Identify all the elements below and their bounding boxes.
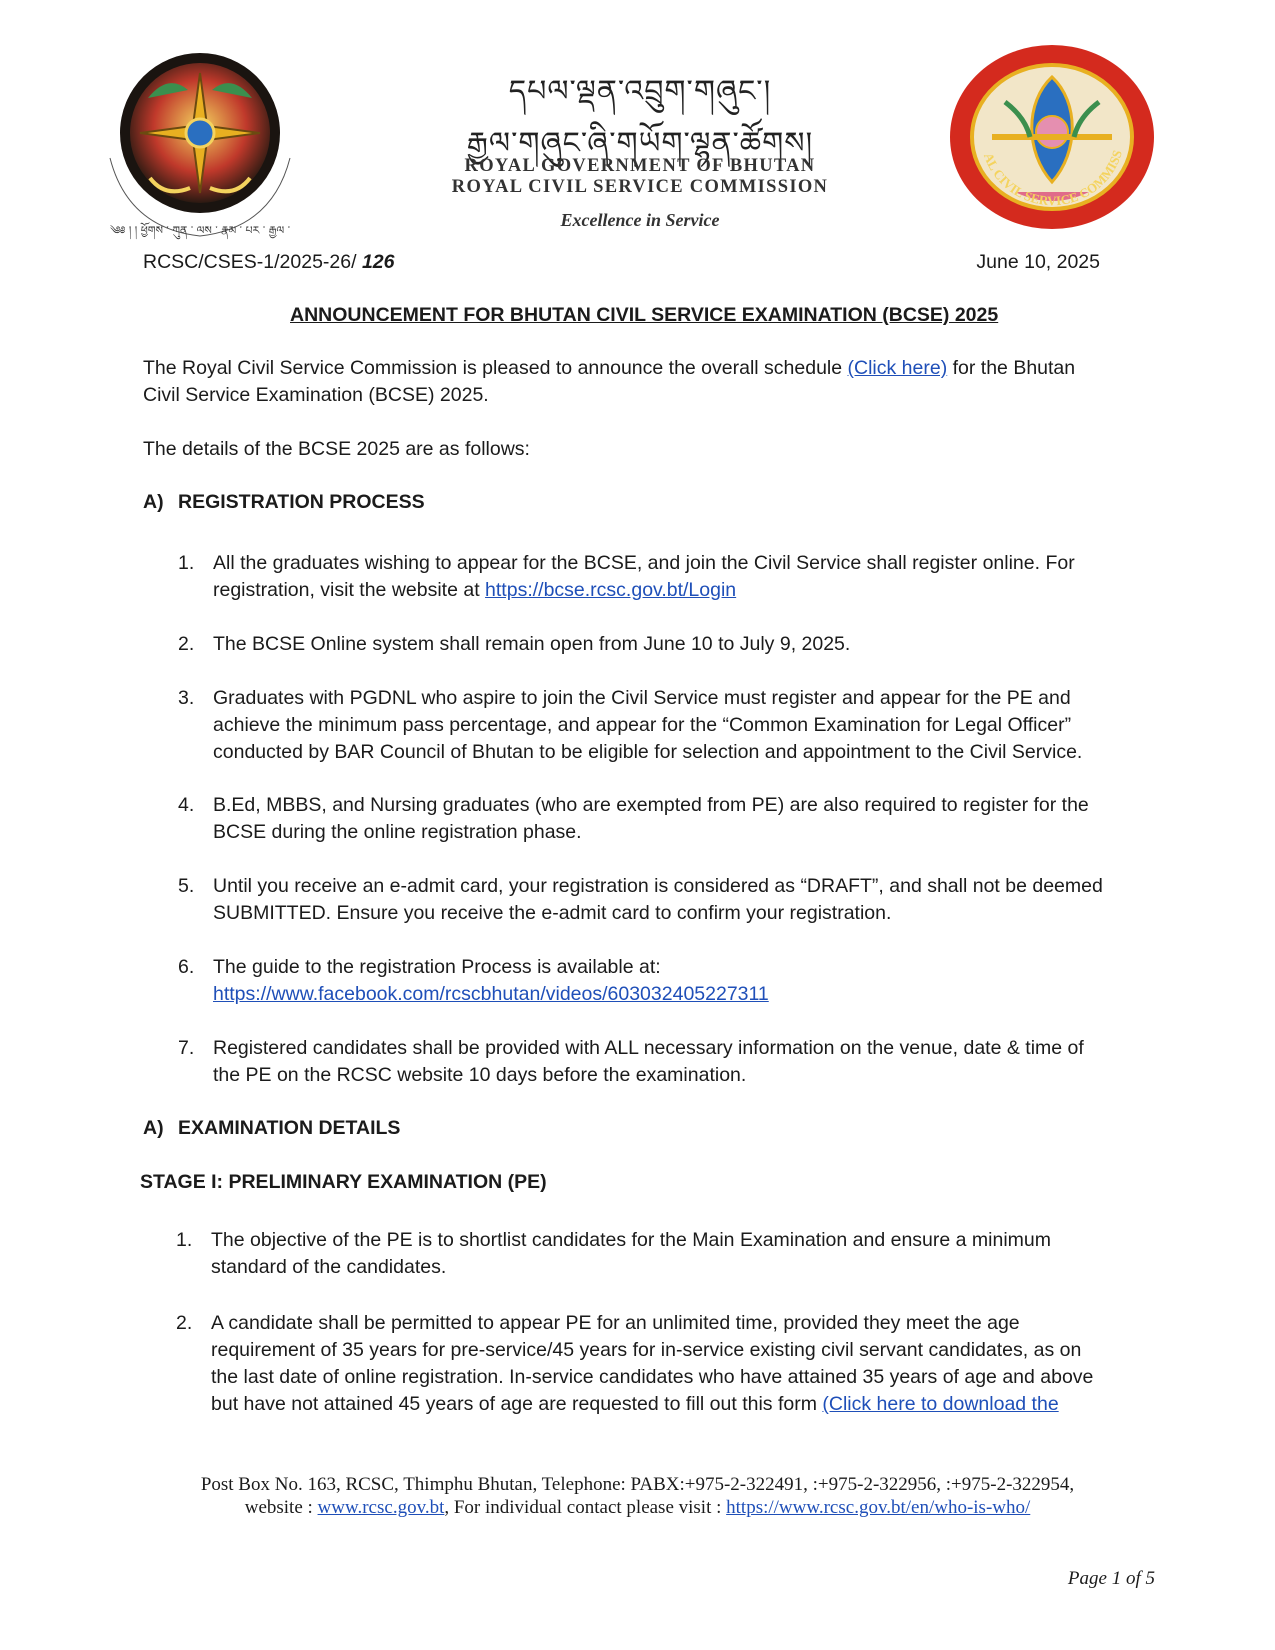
schedule-link[interactable]: (Click here): [847, 357, 948, 379]
list-item-text: but have not attained 45 years of age are requested to fill out this form: [211, 1393, 823, 1415]
list-number: 1.: [178, 552, 195, 574]
reference-number: 126: [361, 251, 395, 273]
bcse-login-link[interactable]: https://bcse.rcsc.gov.bt/Login: [485, 579, 737, 601]
rcsc-seal-logo: [945, 42, 1160, 232]
section-marker: A): [143, 491, 164, 513]
list-item-line: conducted by BAR Council of Bhutan to be eligible for selection and appointment to the Civil Service.: [213, 741, 1083, 763]
list-item-line: Registered candidates shall be provided with ALL necessary information on the venue, date & time of: [213, 1037, 1084, 1059]
list-item-line: Graduates with PGDNL who aspire to join the Civil Service must register and appear for the PE and: [213, 687, 1071, 709]
list-number: 4.: [178, 794, 195, 816]
list-item-line: [213, 576, 736, 604]
org-name-commission: ROYAL CIVIL SERVICE COMMISSION: [451, 177, 829, 197]
list-item-line: The objective of the PE is to shortlist candidates for the Main Examination and ensure a minimum: [211, 1229, 1052, 1251]
intro-text: The Royal Civil Service Commission is pleased to announce the overall schedule: [143, 357, 848, 379]
list-item-line: the last date of online registration. In-service candidates who have attained 35 years of age and above: [211, 1366, 1094, 1388]
list-item-line: the PE on the RCSC website 10 days before the examination.: [213, 1064, 747, 1086]
national-emblem-logo: [88, 38, 313, 243]
motto: Excellence in Service: [560, 210, 720, 230]
list-number: 3.: [178, 687, 195, 709]
list-item-line: [213, 980, 769, 1008]
facebook-guide-link[interactable]: https://www.facebook.com/rcscbhutan/videos/603032405227311: [213, 983, 769, 1005]
list-item-line: SUBMITTED. Ensure you receive the e-admit card to confirm your registration.: [213, 902, 892, 924]
reference-prefix: RCSC/CSES-1/2025-26/: [143, 251, 362, 273]
footer-text: , For individual contact please visit :: [444, 1497, 727, 1518]
download-form-link[interactable]: (Click here to download the: [822, 1393, 1059, 1415]
list-item-line: achieve the minimum pass percentage, and appear for the “Common Examination for Legal Officer”: [213, 714, 1072, 736]
list-item-line: A candidate shall be permitted to appear PE for an unlimited time, provided they meet the age: [211, 1312, 1020, 1334]
list-number: 5.: [178, 875, 195, 897]
list-item-line: standard of the candidates.: [211, 1256, 447, 1278]
footer-website-line: [120, 1497, 1155, 1519]
intro-paragraph-line-2: Civil Service Examination (BCSE) 2025.: [143, 384, 489, 406]
section-marker: A): [143, 1117, 164, 1139]
intro-paragraph: [143, 354, 1105, 382]
reference-line: [143, 248, 394, 276]
announcement-title: ANNOUNCEMENT FOR BHUTAN CIVIL SERVICE EXAMINATION (BCSE) 2025: [290, 304, 999, 326]
footer-address: Post Box No. 163, RCSC, Thimphu Bhutan, Telephone: PABX:+975-2-322491, :+975-2-322956, :+975-2-322954,: [200, 1474, 1075, 1495]
list-number: 1.: [176, 1229, 193, 1251]
org-name-government: ROYAL GOVERNMENT OF BHUTAN: [464, 156, 816, 176]
list-item-text: registration, visit the website at: [213, 579, 486, 601]
dzongkha-title-line-1: དཔལ་ལྡན་འབྲུག་གཞུང་།: [508, 74, 772, 109]
list-item-line: BCSE during the online registration phase.: [213, 821, 582, 843]
dzongkha-title-line-2: རྒྱལ་གཞུང་ཞི་གཡོག་ལྷན་ཚོགས།: [466, 126, 814, 161]
list-item-line: B.Ed, MBBS, and Nursing graduates (who are exempted from PE) are also required to register for the: [213, 794, 1089, 816]
intro-text-after: for the Bhutan: [947, 357, 1076, 379]
registration-heading: REGISTRATION PROCESS: [178, 491, 425, 513]
list-number: 7.: [178, 1037, 195, 1059]
list-number: 2.: [178, 633, 195, 655]
exam-details-heading: EXAMINATION DETAILS: [178, 1117, 401, 1139]
stage-heading: STAGE I: PRELIMINARY EXAMINATION (PE): [140, 1171, 547, 1193]
list-item-line: Until you receive an e-admit card, your registration is considered as “DRAFT”, and shall not be deemed: [213, 875, 1103, 897]
list-number: 2.: [176, 1312, 193, 1334]
page-number: Page 1 of 5: [1067, 1568, 1155, 1589]
who-is-who-link[interactable]: https://www.rcsc.gov.bt/en/who-is-who/: [726, 1497, 1031, 1518]
list-number: 6.: [178, 956, 195, 978]
details-lead: The details of the BCSE 2025 are as follows:: [143, 438, 530, 460]
rcsc-website-link[interactable]: www.rcsc.gov.bt: [317, 1497, 445, 1518]
list-item-line: All the graduates wishing to appear for the BCSE, and join the Civil Service shall register online. For: [213, 552, 1075, 574]
list-item-line: [211, 1390, 1105, 1418]
list-item-line: The guide to the registration Process is available at:: [213, 956, 661, 978]
letter-date: June 10, 2025: [976, 251, 1100, 273]
seal-text: AL CIVIL SERVICE COMMISS: [980, 148, 1125, 209]
svg-text:༄༅ ། ། ཕྱོགས ་ ཀུན ་ ལས ་ རྣམ: ༄༅ ། ། ཕྱོགས ་ ཀུན ་ ལས ་ རྣམ ་ པར ་ རྒྱལ ་: [109, 224, 291, 237]
footer-text: website :: [244, 1497, 318, 1518]
list-item-line: The BCSE Online system shall remain open from June 10 to July 9, 2025.: [213, 633, 851, 655]
list-item-line: requirement of 35 years for pre-service/45 years for in-service existing civil servant candidates, as on: [211, 1339, 1082, 1361]
